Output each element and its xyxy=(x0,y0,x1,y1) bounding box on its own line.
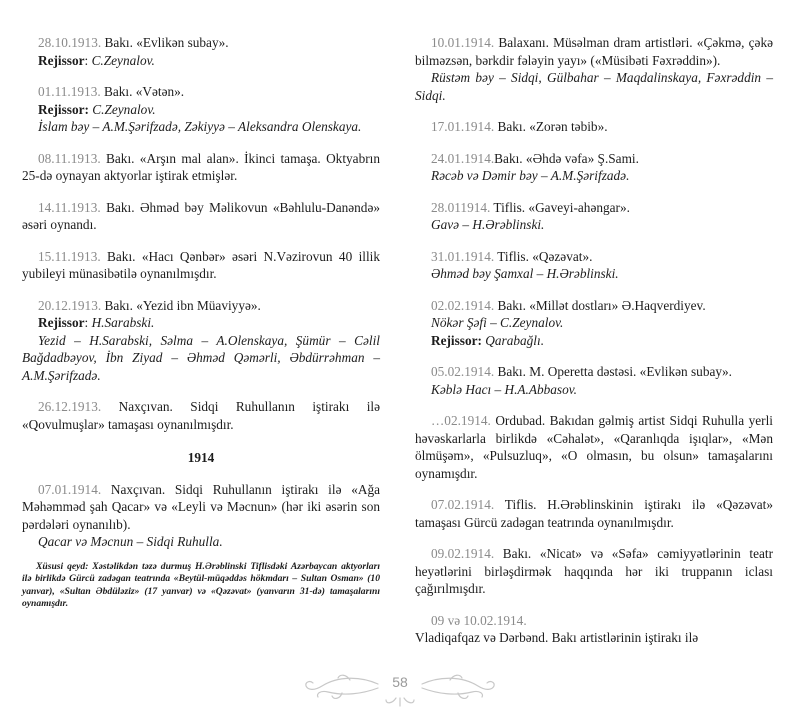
entry xyxy=(415,118,773,136)
entry: 20.12.1913. Bakı. «Yezid ibn Müaviyyə». Rejissor: H.Sarabski. Yezid – H.Sarabski, Səlma – A.Olenskaya, Şümür – Cəlil Bağdadbəyov, İbn Ziyad – Əhməd Qəmərli, Əbdürrəhman – A.M.Şərifzadə. xyxy=(22,297,380,383)
entry-date: 07.02.1914. xyxy=(431,497,495,512)
entry-date: 07.01.1914. xyxy=(38,481,102,497)
special-note-label: Xüsusi qeyd: xyxy=(36,560,89,572)
director-label: Rejissor xyxy=(38,52,85,68)
entry-text: Bakı. «Yezid ibn Müaviyyə». xyxy=(101,297,261,313)
entry xyxy=(415,248,773,283)
entry-text: Bakı. «Əhdə vəfa» Ş.Sami. xyxy=(494,150,639,166)
director-name: C.Zeynalov. xyxy=(91,52,155,68)
cast-list: Əhməd bəy Şamxal – H.Ərəblinski. xyxy=(431,266,619,281)
entry-date: 01.11.1913. xyxy=(38,84,101,99)
entry-text: Naxçıvan. Sidqi Ruhullanın iştirakı ilə «Ağa Məhəmməd şah Qacar» və «Leyli və Məcnun» (hər iki əsərin son pərdələri oynanılıb). xyxy=(22,481,380,532)
entry-text: Bakı. «Hacı Qənbər» əsəri N.Vəzirovun 40 illik yubileyi münasibətilə oynanılmışdır. xyxy=(22,248,380,281)
entry-text: Tiflis. «Gaveyi-ahəngar». xyxy=(490,199,630,215)
entry-date: 28.10.1913. xyxy=(38,35,102,50)
entry-text: Naxçıvan. Sidqi Ruhullanın iştirakı ilə «Qovulmuşlar» tamaşası oynanılmışdır. xyxy=(22,399,380,432)
entry xyxy=(415,150,773,185)
right-column xyxy=(415,34,773,661)
entry xyxy=(415,612,773,647)
entry xyxy=(22,150,380,185)
entry: 28.10.1913. Bakı. «Evlikən subay». Rejissor: C.Zeynalov. xyxy=(38,35,229,68)
entry-date: 17.01.1914. xyxy=(431,119,495,134)
entry-date: 26.12.1913. xyxy=(38,399,102,414)
entry-text: Bakı. «Arşın mal alan». İkinci tamaşa. Oktyabrın 25-də oynayan aktyorlar iştirak etmişlər. xyxy=(22,150,380,183)
director-name: H.Sarabski. xyxy=(91,315,155,330)
cast-list: İslam bəy – A.M.Şərifzadə, Zəkiyyə – Aleksandra Olenskaya. xyxy=(38,119,362,134)
entry-date: 28.011914. xyxy=(431,199,491,215)
entry-date: 31.01.1914. xyxy=(431,248,495,264)
director-name: Qarabağlı. xyxy=(481,332,545,348)
entry xyxy=(415,363,773,398)
entry-text: Bakı. Əhməd bəy Məlikovun «Bəhlulu-Danəndə» əsəri oynandı. xyxy=(22,199,380,232)
entry-text: Bakı. «Millət dostları» Ə.Haqverdiyev. xyxy=(494,297,706,313)
cast-list: Nökər Şəfi – C.Zeynalov. xyxy=(431,315,564,330)
entry xyxy=(415,496,773,531)
entry-text: Bakı. «Zorən təbib». xyxy=(494,119,608,134)
special-note-text: Xəstəlikdən təzə durmuş H.Ərəblinski Tiflisdəki Azərbaycan aktyorları ilə birlikdə Gürcü zadəgan teatrında «Beytül-müqəddəs hökmdarı – Sultan Osman» (10 yanvar), «Sultan Əbdüləziz» (17 yanvar) və «Qəzəvat» (yanvarın 31-də) tamaşalarını oynamışdır. xyxy=(22,560,380,610)
left-column xyxy=(22,34,380,611)
entry-date: 14.11.1913. xyxy=(38,199,101,215)
page-footer xyxy=(300,668,500,708)
entry-text: Bakı. «Evlikən subay». xyxy=(101,35,229,50)
entry-text: Tiflis. «Qəzəvat». xyxy=(494,248,593,264)
entry xyxy=(22,481,380,551)
entry xyxy=(22,398,380,433)
director-name: C.Zeynalov. xyxy=(88,101,156,117)
entry-date: 09 və 10.02.1914. xyxy=(431,612,527,628)
entry-date: 15.11.1913. xyxy=(38,248,101,264)
entry-date: 10.01.1914. xyxy=(431,35,495,50)
entry-text: Bakı. M. Operetta dəstəsi. «Evlikən subay». xyxy=(494,364,732,379)
entry-text: Bakı. «Vətən». xyxy=(100,84,185,99)
cast-list: Qacar və Məcnun – Sidqi Ruhulla. xyxy=(38,534,223,549)
cast-list: Gavə – H.Ərəblinski. xyxy=(431,217,545,232)
entry xyxy=(415,199,773,234)
entry-text: Ordubad. Bakıdan gəlmiş artist Sidqi Ruhulla yerli həvəskarlarla birlikdə «Cəhalət», «Qaranlıqda işıqlar», «Mən ölmüşəm», «Pulsuzluq», «O olmasın, bu olsun» tamaşalarını oynamışdır. xyxy=(415,413,773,481)
entry xyxy=(22,248,380,283)
entry-date: 05.02.1914. xyxy=(431,364,495,379)
entry-date: 20.12.1913. xyxy=(38,297,102,313)
entry-text: Balaxanı. Müsəlman dram artistləri. «Çəkmə, çəkə bilməzsən, bərkdir fələyin yayı» («Müsibəti Fəxrəddin»). xyxy=(415,35,773,68)
cast-list: Kəblə Hacı – H.A.Abbasov. xyxy=(431,381,577,397)
entry-date: 02.02.1914. xyxy=(431,297,495,313)
entry xyxy=(22,199,380,234)
entry-text: Tiflis. H.Ərəblinskinin iştirakı ilə «Qəzəvat» tamaşası Gürcü zadəgan teatrında oynanılmışdır. xyxy=(415,497,773,530)
entry xyxy=(22,83,380,136)
entry-text: Vladiqafqaz və Dərbənd. Bakı artistlərinin iştirakı ilə xyxy=(415,630,699,645)
entry xyxy=(415,297,773,350)
entry-date: 08.11.1913. xyxy=(38,150,101,166)
entry xyxy=(415,412,773,482)
entry-date: …02.1914. xyxy=(431,413,491,428)
entry xyxy=(415,545,773,598)
page-number: 58 xyxy=(392,674,408,690)
special-note xyxy=(22,561,380,611)
cast-list: Rəcəb və Dəmir bəy – A.M.Şərifzadə. xyxy=(431,168,630,183)
cast-list: Yezid – H.Sarabski, Səlma – A.Olenskaya, Şümür – Cəlil Bağdadbəyov, İbn Ziyad – Əhməd Qəmərli, Əbdürrəhman – A.M.Şərifzadə. xyxy=(22,332,380,383)
year-heading: 1914 xyxy=(187,450,215,465)
entry xyxy=(415,34,773,104)
cast-list: Rüstəm bəy – Sidqi, Gülbahar – Maqdalinskaya, Fəxrəddin – Sidqi. xyxy=(415,70,773,103)
entry-date: 09.02.1914. xyxy=(431,546,495,561)
director-label: Rejissor: xyxy=(38,101,89,117)
entry-text: Bakı. «Nicat» və «Səfa» cəmiyyətlərinin teatr heyətlərini birləşdirmək haqqında hər iki truppanın iclası çağırılmışdır. xyxy=(415,546,773,596)
director-label: Rejissor: xyxy=(431,332,482,348)
entry-date: 24.01.1914. xyxy=(431,150,495,166)
director-label: Rejissor xyxy=(38,315,85,330)
